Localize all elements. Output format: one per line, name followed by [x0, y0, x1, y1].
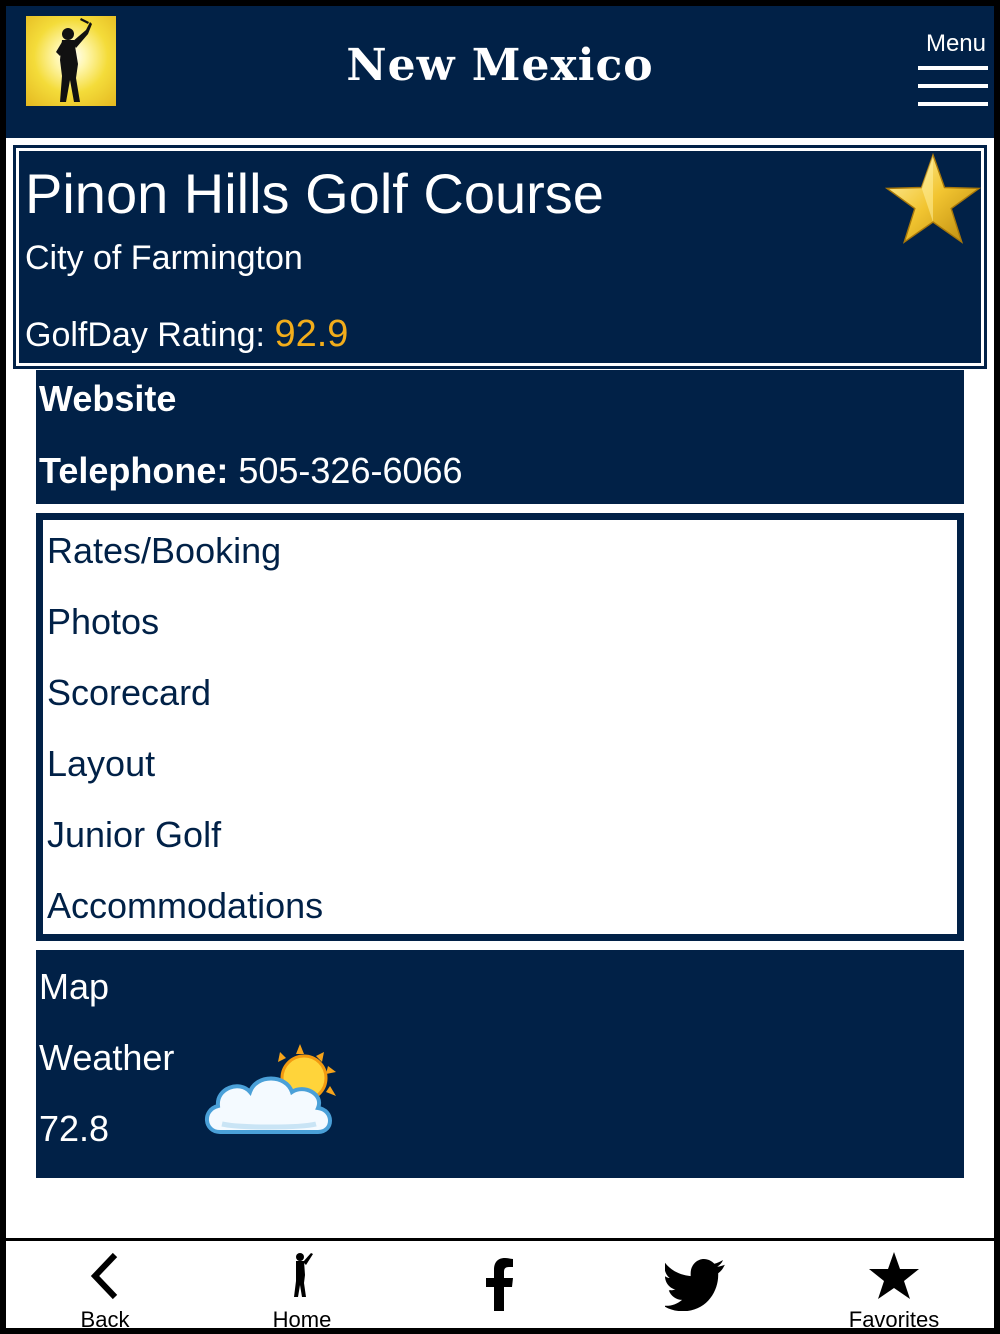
back-button[interactable]	[30, 1241, 180, 1328]
twitter-bird-icon	[665, 1259, 729, 1311]
golfer-icon	[287, 1249, 317, 1299]
gold-star-icon[interactable]	[885, 153, 981, 250]
bottom-nav-bar	[6, 1238, 994, 1328]
app-frame	[6, 6, 994, 1328]
twitter-button[interactable]	[622, 1241, 772, 1328]
course-header-card	[16, 148, 984, 366]
page-title: New Mexico	[346, 40, 654, 91]
home-button[interactable]	[227, 1241, 377, 1328]
course-city: City of Farmington	[25, 239, 303, 277]
hamburger-bar-icon	[918, 102, 988, 106]
favorites-button[interactable]	[819, 1241, 969, 1328]
app-header	[6, 6, 994, 138]
chevron-left-icon	[85, 1251, 125, 1301]
favorites-label: Favorites	[848, 1307, 940, 1328]
weather-link[interactable]: Weather	[39, 1037, 175, 1078]
accommodations-link[interactable]: Accommodations	[47, 885, 324, 926]
telephone-number: 505-326-6066	[238, 450, 463, 491]
hamburger-bar-icon	[918, 84, 988, 88]
map-weather-section	[36, 950, 964, 1178]
facebook-button[interactable]	[425, 1241, 575, 1328]
rating-value: 92.9	[274, 313, 349, 355]
rating-label: GolfDay Rating:	[25, 316, 275, 354]
telephone-label: Telephone:	[39, 450, 229, 491]
menu-label: Menu	[925, 30, 986, 57]
photos-link[interactable]: Photos	[47, 601, 160, 642]
facebook-icon	[485, 1257, 515, 1311]
temperature-value: 72.8	[39, 1108, 110, 1149]
junior-golf-link[interactable]: Junior Golf	[47, 814, 222, 855]
layout-link[interactable]: Layout	[47, 743, 156, 784]
website-link[interactable]: Website	[39, 378, 177, 419]
golfday-rating	[25, 313, 348, 356]
scorecard-link[interactable]: Scorecard	[47, 672, 212, 713]
contact-section	[36, 370, 964, 504]
course-name: Pinon Hills Golf Course	[25, 162, 604, 225]
menu-button[interactable]	[918, 30, 988, 110]
telephone-link[interactable]	[39, 450, 463, 492]
back-label: Back	[80, 1307, 130, 1328]
hamburger-bar-icon	[918, 66, 988, 70]
star-icon	[868, 1251, 920, 1301]
rates-booking-link[interactable]: Rates/Booking	[47, 530, 282, 571]
home-label: Home	[272, 1307, 332, 1328]
map-link[interactable]: Map	[39, 966, 110, 1007]
course-links-list	[36, 513, 964, 941]
partly-cloudy-icon	[200, 1044, 340, 1145]
